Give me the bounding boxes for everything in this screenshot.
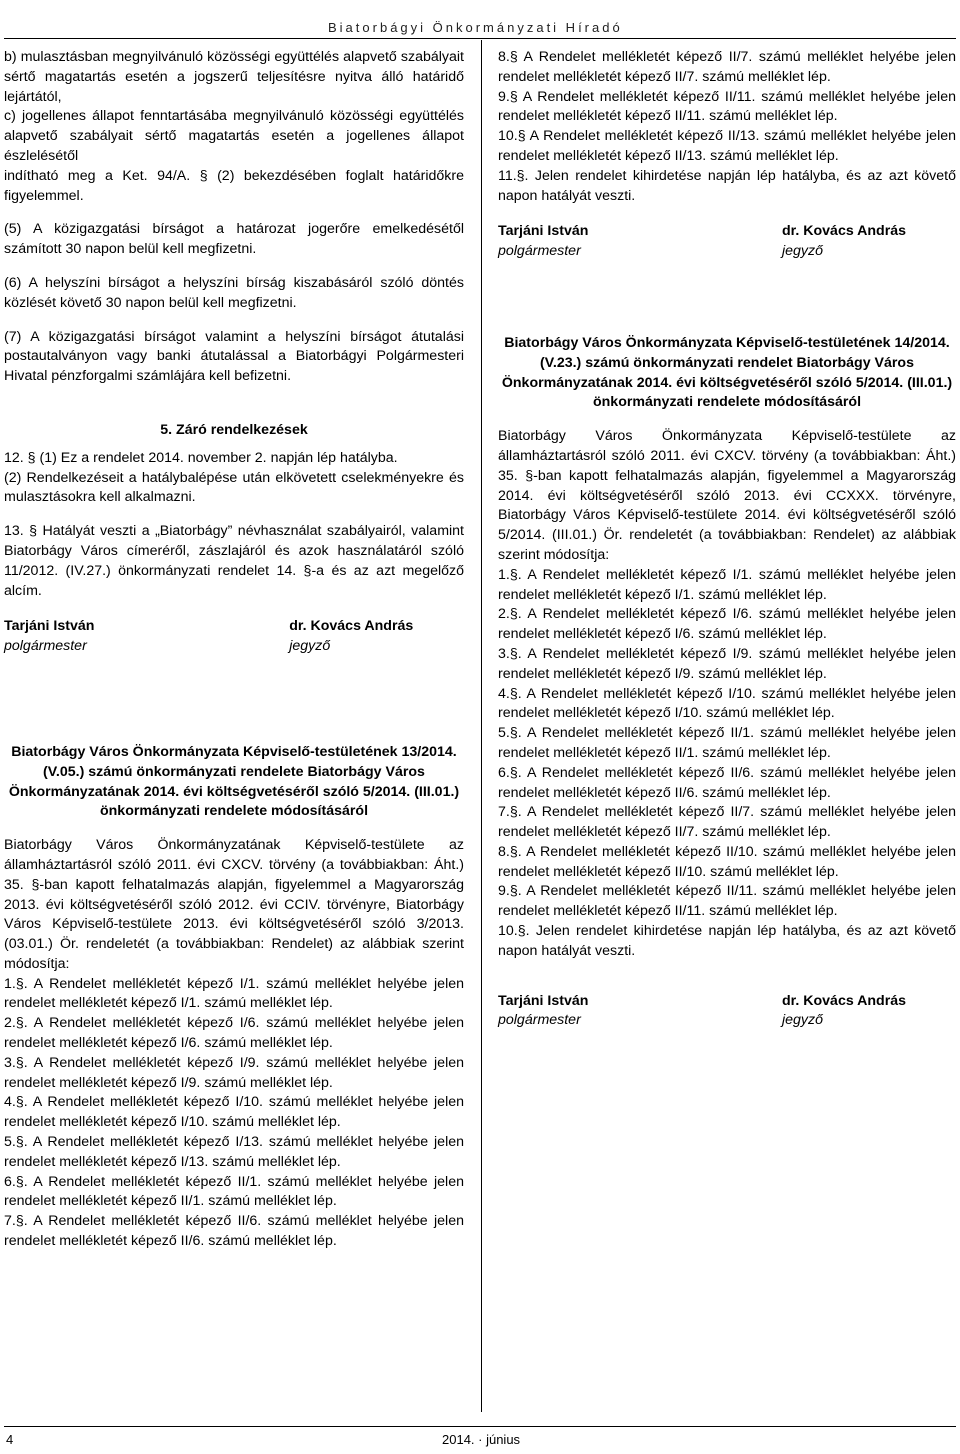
- notary-role: jegyző: [781, 1012, 823, 1029]
- decree-intro: Biatorbágy Város Önkormányzata Képviselő-testülete az államháztartásról szóló 2011. évi CXCV. törvény (a továbbiakban: Áht.) 35. §-ban kapott felhatalmazás alapján, figyelemmel a Magyarország 2014. évi költségvetéséről szóló 2013. évi CCXXX. törvényre, Biatorbágy Város Képviselő-testülete 2014. évi költségvetéséről szóló 5/2014. (III.01.) Ör. rendeletét (a továbbiakban: Rendelet) az alábbiak szerint módosítja:: [498, 428, 956, 563]
- decree-item: 1.§. A Rendelet mellékletét képező I/1. számú melléklet helyébe jelen rendelet mellékletét képező I/1. számú melléklet lép.: [4, 975, 464, 1012]
- decree-item: 6.§. A Rendelet mellékletét képező II/6. számú melléklet helyébe jelen rendelet mellékletét képező II/6. számú melléklet lép.: [498, 764, 956, 801]
- left-column: [4, 48, 464, 1252]
- mayor-name: Tarjáni István: [4, 618, 95, 635]
- mayor-name: Tarjáni István: [498, 223, 589, 240]
- section-12-1: 12. § (1) Ez a rendelet 2014. november 2. napján lép hatályba.: [4, 449, 398, 466]
- signature-block: [4, 617, 464, 657]
- notary-name: dr. Kovács András: [781, 223, 907, 240]
- decree-item: 10.§ A Rendelet mellékletét képező II/13. számú melléklet helyébe jelen rendelet mellékletét képező II/13. számú melléklet lép.: [498, 128, 956, 164]
- decree-item: 8.§. A Rendelet mellékletét képező II/10. számú melléklet helyébe jelen rendelet mellékletét képező II/10. számú melléklet lép.: [498, 843, 956, 880]
- notary-role: jegyző: [289, 638, 331, 655]
- decree-item: 2.§. A Rendelet mellékletét képező I/6. számú melléklet helyébe jelen rendelet mellékletét képező I/6. számú melléklet lép.: [4, 1015, 464, 1052]
- decree-item: 3.§. A Rendelet mellékletét képező I/9. számú melléklet helyébe jelen rendelet mellékletét képező I/9. számú melléklet lép.: [498, 645, 956, 682]
- section-12-2: (2) Rendelkezéseit a hatálybalépése után elkövetett cselekményekre és mulasztásokra kell alkalmazni.: [4, 469, 464, 506]
- decree-title: Biatorbágy Város Önkormányzata Képviselő-testületének 13/2014.(V.05.) számú önkormányzati rendelete Biatorbágy Város Önkormányzatának 2014. évi költségvetéséről szóló 5/2014. (III.01.) önkormányzati rendelete módosításáról: [8, 743, 460, 820]
- mayor-role: polgármester: [4, 638, 87, 655]
- paragraph-6: (6) A helyszíni bírságot a helyszíni bírság kiszabásáról szóló döntés közlését követő 30 napon belül kell megfizetni.: [4, 274, 464, 311]
- notary-role: jegyző: [781, 243, 823, 260]
- intro-paragraph-c: c) jogellenes állapot fenntartásába megnyilvánuló közösségi együttélés alapvető szabályait sértő magatartás esetén a jogellenes állapot észlelésétől: [4, 108, 464, 164]
- decree-intro: Biatorbágy Város Önkormányzatának Képviselő-testülete az államháztartásról szóló 2011. évi CXCV. törvény (a továbbiakban: Áht.) 35. §-ban kapott felhatalmazás alapján, figyelemmel a Magyarország 2013. évi költségvetéséről szóló 2012. évi CCIV. törvényre, Biatorbágy Város Képviselő-testülete 2013. évi költségvetéséről szóló 3/2013. (03.01.) Ör. rendeletét (a továbbiakban: Rendelet) az alábbiak szerint módosítja:: [4, 837, 464, 972]
- decree-item: 7.§. A Rendelet mellékletét képező II/6. számú melléklet helyébe jelen rendelet mellékletét képező II/6. számú melléklet lép.: [4, 1213, 464, 1250]
- signature-block: [498, 222, 956, 262]
- intro-paragraph-closing: indítható meg a Ket. 94/A. § (2) bekezdésében foglalt határidőkre figyelemmel.: [4, 167, 464, 204]
- intro-paragraph-b: b) mulasztásban megnyilvánuló közösségi együttélés alapvető szabályait sértő magatartás esetén a jogszerű teljesítésre nyitva álló határidő lejártától,: [4, 49, 464, 105]
- decree-item: 6.§. A Rendelet mellékletét képező II/1. számú melléklet helyébe jelen rendelet mellékletét képező II/1. számú melléklet lép.: [4, 1173, 464, 1210]
- decree-item: 8.§ A Rendelet mellékletét képező II/7. számú melléklet helyébe jelen rendelet mellékletét képező II/7. számú melléklet lép.: [498, 49, 956, 85]
- right-column: [498, 48, 956, 1031]
- decree-item: 9.§. A Rendelet mellékletét képező II/11. számú melléklet helyébe jelen rendelet mellékletét képező II/11. számú melléklet lép.: [498, 883, 956, 920]
- publication-title: Biatorbágyi Önkormányzati Híradó: [328, 20, 623, 35]
- decree-item: 2.§. A Rendelet mellékletét képező I/6. számú melléklet helyébe jelen rendelet mellékletét képező I/6. számú melléklet lép.: [498, 606, 956, 643]
- mayor-role: polgármester: [498, 243, 581, 260]
- paragraph-7: (7) A közigazgatási bírságot valamint a helyszíni bírságot átutalási postautalványon vagy banki átutalással a Biatorbágyi Polgármesteri Hivatal pénzforgalmi számlájára kell befizetni.: [4, 328, 464, 385]
- decree-item: 11.§. Jelen rendelet kihirdetése napján lép hatályba, és az azt követő napon hatályát veszti.: [498, 167, 956, 204]
- decree-item: 1.§. A Rendelet mellékletét képező I/1. számú melléklet helyébe jelen rendelet mellékletét képező I/1. számú melléklet lép.: [498, 566, 956, 603]
- section-title: 5. Záró rendelkezések: [160, 421, 308, 438]
- decree-item: 9.§ A Rendelet mellékletét képező II/11. számú melléklet helyébe jelen rendelet mellékletét képező II/11. számú melléklet lép.: [498, 88, 956, 125]
- signature-block: [498, 992, 956, 1032]
- column-divider: [481, 40, 482, 1412]
- notary-name: dr. Kovács András: [781, 992, 907, 1009]
- page-number: 4: [6, 1432, 14, 1447]
- footer-rule: [4, 1426, 956, 1427]
- decree-item: 4.§. A Rendelet mellékletét képező I/10. számú melléklet helyébe jelen rendelet mellékletét képező I/10. számú melléklet lép.: [4, 1094, 464, 1131]
- paragraph-5: (5) A közigazgatási bírságot a határozat jogerőre emelkedésétől számított 30 napon belül kell megfizetni.: [4, 221, 464, 258]
- header-rule: [4, 38, 956, 39]
- issue-date: 2014. · június: [442, 1432, 521, 1447]
- decree-item: 7.§. A Rendelet mellékletét képező II/7. számú melléklet helyébe jelen rendelet mellékletét képező II/7. számú melléklet lép.: [498, 804, 956, 841]
- decree-item: 5.§. A Rendelet mellékletét képező II/1. számú melléklet helyébe jelen rendelet mellékletét képező II/1. számú melléklet lép.: [498, 725, 956, 761]
- page-header: [0, 0, 960, 40]
- decree-title: Biatorbágy Város Önkormányzata Képviselő-testületének 14/2014.(V.23.) számú önkormányzati rendelet Biatorbágy Város Önkormányzatának 2014. évi költségvetéséről szóló 5/2014. (III.01.) önkormányzati rendelete módosításáról: [501, 334, 953, 411]
- decree-item: 4.§. A Rendelet mellékletét képező I/10. számú melléklet helyébe jelen rendelet mellékletét képező I/10. számú melléklet lép.: [498, 685, 956, 722]
- decree-item: 10.§. Jelen rendelet kihirdetése napján lép hatályba, és az azt követő napon hatályát veszti.: [498, 923, 956, 959]
- notary-name: dr. Kovács András: [289, 618, 414, 635]
- mayor-role: polgármester: [498, 1012, 581, 1029]
- section-13: 13. § Hatályát veszti a „Biatorbágy” névhasználat szabályairól, valamint Biatorbágy Város címeréről, zászlajáról és azok használatáról szóló 11/2012. (IV.27.) önkormányzati rendelet 14. §-a és az azt megelőző alcím.: [4, 523, 464, 599]
- mayor-name: Tarjáni István: [498, 992, 589, 1009]
- decree-item: 3.§. A Rendelet mellékletét képező I/9. számú melléklet helyébe jelen rendelet mellékletét képező I/9. számú melléklet lép.: [4, 1054, 464, 1091]
- decree-item: 5.§. A Rendelet mellékletét képező I/13. számú melléklet helyébe jelen rendelet mellékletét képező I/13. számú melléklet lép.: [4, 1134, 464, 1170]
